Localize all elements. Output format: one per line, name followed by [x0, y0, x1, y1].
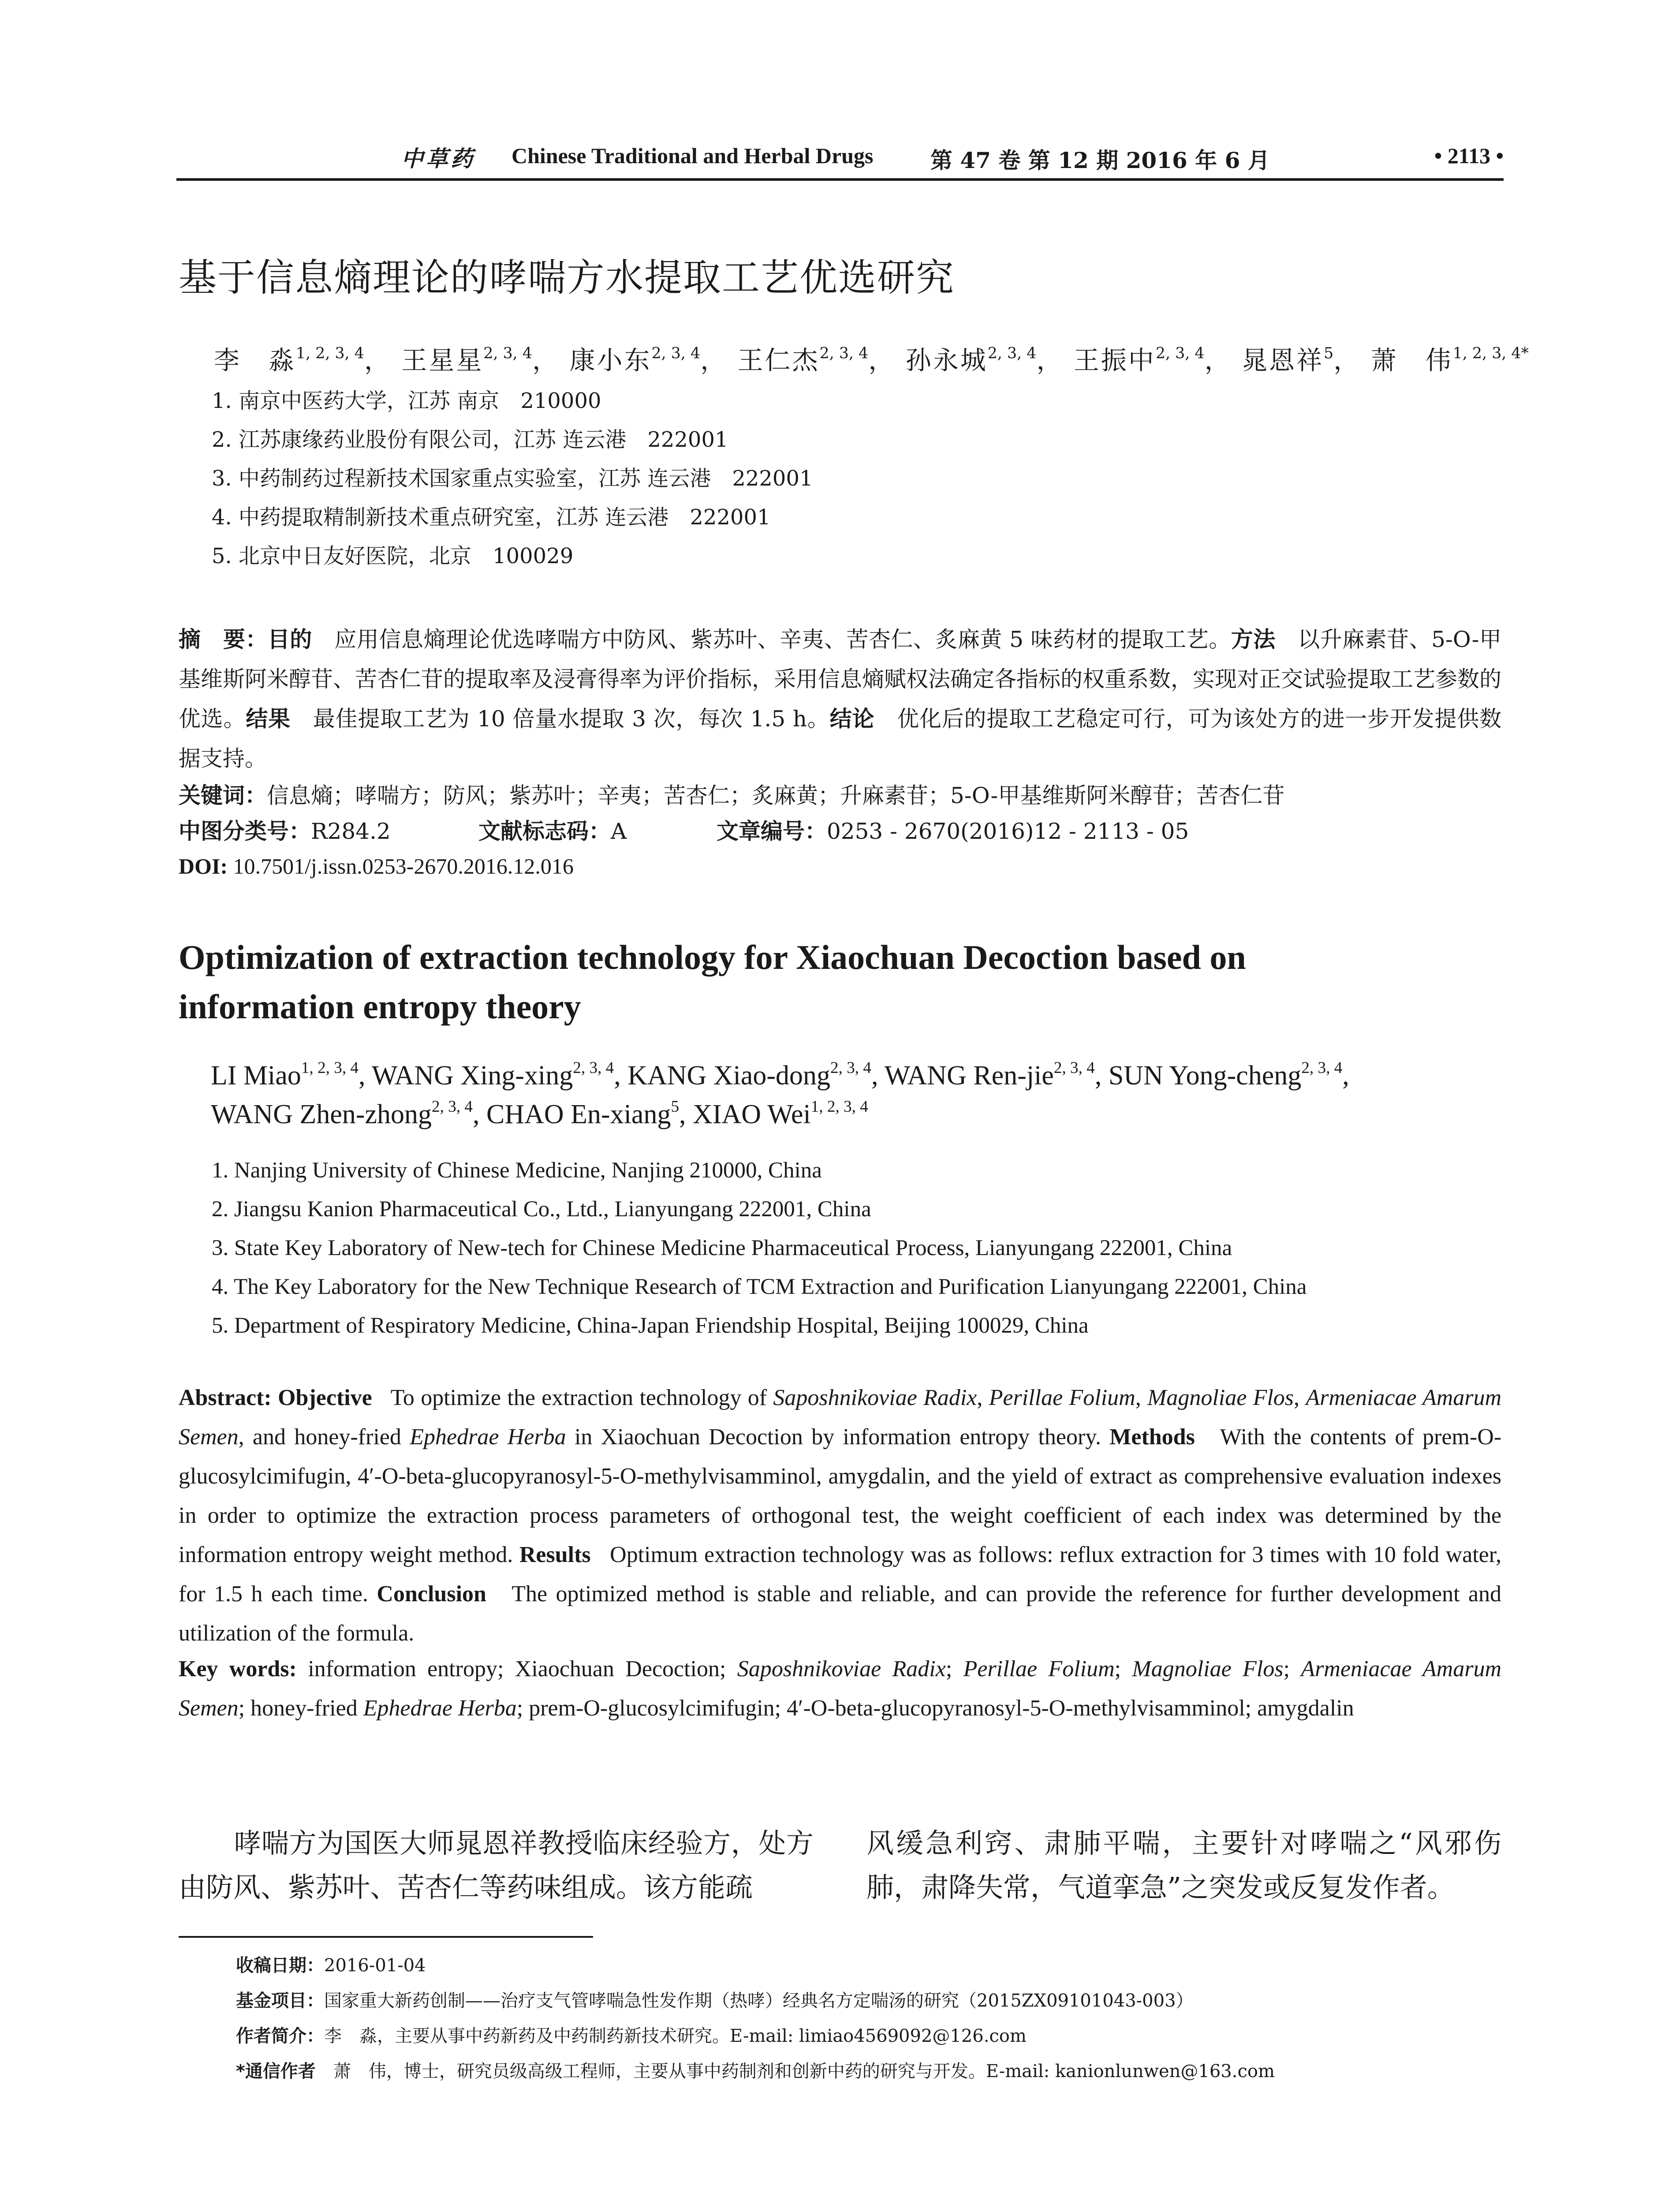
results-label: Results [519, 1542, 591, 1567]
herb-name: Saposhnikoviae Radix [737, 1656, 946, 1682]
footnote-label: *通信作者 [236, 2061, 333, 2082]
author-name: 李 淼 [214, 345, 296, 375]
footnote-text: 国家重大新药创制——治疗支气管哮喘急性发作期（热哮）经典名方定喘汤的研究（2015ZX09101043-003） [324, 1991, 1194, 2011]
author-affiliation-sup: 5 [1324, 344, 1334, 363]
abstract-chinese [179, 620, 1501, 778]
authors-english: LI Miao$^{1, 2, 3, 4}$, WANG Xing-xing$^{2, 3, 4}$, KANG Xiao-dong$^{2, 3, 4}$, WANG Ren-jie$^{2, 3, 4}$, SUN Yong-cheng$^{2, 3, 4}$, WANG Zhen-zhong$^{2, 3, 4}$, CHAO En-xiang$^5$, XIAO Wei$^{1, 2, 3, 4}$ [211, 1058, 1349, 1129]
abstract-english: Abstract: Objective To optimize the extraction technology of Saposhnikoviae Radix, Perillae Folium, Magnoliae Flos, Armeniacae Amarum Semen, and honey-fried Ephedrae Herba in Xiaochuan Decoction by information entropy theory. Methods With the contents of prem-O-glucosylcimifugin, 4′-O-beta-glucopyranosyl-5-O-methylvisamminol, amygdalin, and the yield of extract as comprehensive evaluation indexes in order to optimize the extraction process parameters of orthogonal test, the weight coefficient of each index was determined by the information entropy weight method. Results Optimum extraction technology was as follows: reflux extraction for 3 times with 10 fold water, for 1.5 h each time. Conclusion The optimized method is stable and reliable, and can provide the reference for further development and utilization of the formula. [179, 1385, 1502, 1646]
affiliation-en-5: 5. Department of Respiratory Medicine, China-Japan Friendship Hospital, Beijing 100029, China [212, 1313, 1089, 1338]
author-affiliation-sup: 2, 3, 4 [1155, 344, 1205, 363]
herb-name: Ephedrae Herba [410, 1424, 566, 1450]
author-name: 王仁杰 [737, 345, 820, 375]
objective-text: in Xiaochuan Decoction by information entropy theory. [574, 1424, 1101, 1450]
journal-name: Chinese Traditional and Herbal Drugs [511, 143, 874, 168]
objective-text: 应用信息熵理论优选哮喘方中防风、紫苏叶、辛夷、苦杏仁、炙麻黄 5 味药材的提取工艺。 [334, 627, 1231, 652]
affiliation-cn-5: 5. 北京中日友好医院，北京 100029 [212, 544, 574, 568]
herb-name: Saposhnikoviae Radix [773, 1385, 977, 1410]
herb-name: Perillae Folium [989, 1385, 1135, 1410]
keywords-text: information entropy; Xiaochuan Decoction; [308, 1656, 726, 1682]
author-name: 康小东 [569, 345, 652, 375]
author-affiliation-sup: 2, 3, 4 [1301, 1058, 1343, 1077]
page-number: • 2113 • [1434, 143, 1504, 168]
affiliation-en-3: 3. State Key Laboratory of New-tech for Chinese Medicine Pharmaceutical Process, Lianyungang 222001, China [212, 1236, 1232, 1260]
footnote-author-bio [236, 2022, 1027, 2047]
article-number-label: 文章编号： [717, 818, 827, 844]
title-chinese: 基于信息熵理论的哮喘方水提取工艺优选研究 [179, 256, 955, 300]
doi-link[interactable]: 10.7501/j.issn.0253-2670.2016.12.016 [233, 854, 574, 878]
author-affiliation-sup: 2, 3, 4 [573, 1058, 614, 1077]
author-name: WANG Xing-xing [371, 1061, 573, 1091]
footnote-text: 萧 伟，博士，研究员级高级工程师，主要从事中药制剂和创新中药的研究与开发。E-mail: kanionlunwen@163.com [333, 2061, 1275, 2082]
footnote-label: 作者简介： [236, 2026, 324, 2046]
author-affiliation-sup: 1, 2, 3, 4 [296, 344, 364, 363]
author-name: LI Miao [211, 1061, 301, 1091]
affiliation-en-2: 2. Jiangsu Kanion Pharmaceutical Co., Ltd., Lianyungang 222001, China [212, 1197, 871, 1222]
author-name: 王振中 [1073, 345, 1156, 375]
author-name: WANG Zhen-zhong [211, 1099, 432, 1129]
author-name: CHAO En-xiang [486, 1099, 671, 1129]
author-affiliation-sup: 2, 3, 4 [987, 344, 1037, 363]
footnote-label: 基金项目： [236, 1991, 324, 2011]
footnote-received [236, 1951, 426, 1977]
article-number-value: 0253 - 2670(2016)12 - 2113 - 05 [827, 818, 1189, 844]
body-column-left: 哮喘方为国医大师晁恩祥教授临床经验方，处方由防风、紫苏叶、苦杏仁等药味组成。该方能疏 [179, 1827, 814, 1903]
herb-name: Armeniacae Amarum Semen [179, 1385, 1502, 1450]
doi-label: DOI: [179, 854, 228, 878]
conclusion-label: Conclusion [377, 1581, 486, 1607]
author-affiliation-sup: 2, 3, 4 [432, 1097, 473, 1116]
conclusion-text: The optimized method is stable and reliable, and can provide the reference for further development and utilization of the formula. [179, 1581, 1502, 1646]
keywords-chinese [179, 776, 1501, 815]
keywords-label: Key words: [179, 1656, 297, 1682]
affiliation-cn-1: 1. 南京中医药大学，江苏 南京 210000 [212, 389, 601, 413]
author-affiliation-sup: 1, 2, 3, 4 [810, 1097, 868, 1116]
herb-name: Perillae Folium [963, 1656, 1115, 1682]
affiliation-cn-2: 2. 江苏康缘药业股份有限公司，江苏 连云港 222001 [212, 427, 728, 452]
header-rule [176, 178, 1504, 181]
author-name: 王星星 [401, 345, 484, 375]
author-affiliation-sup: 1, 2, 3, 4 [301, 1058, 359, 1077]
objective-text: and honey-fried [253, 1424, 401, 1450]
herb-name: Armeniacae Amarum Semen [179, 1656, 1502, 1721]
affiliation-cn-4: 4. 中药提取精制新技术重点研究室，江苏 连云港 222001 [212, 505, 771, 530]
footnote-text: 2016-01-04 [324, 1955, 426, 1976]
methods-text: 以升麻素苷、5-O-甲基维斯阿米醇苷、苦杏仁苷的提取率及浸膏得率为评价指标，采用信息熵赋权法确定各指标的权重系数，实现对正交试验提取工艺参数的优选。 [179, 627, 1501, 732]
keywords-english: Key words: information entropy; Xiaochuan Decoction; Saposhnikoviae Radix; Perillae Folium; Magnoliae Flos; Armeniacae Amarum Semen; honey-fried Ephedrae Herba; prem-O-glucosylcimifugin; 4′-O-beta-glucopyranosyl-5-O-methylvisamminol; amygdalin [179, 1656, 1502, 1721]
title-english-line-1: Optimization of extraction technology for Xiaochuan Decoction based on [179, 938, 1246, 976]
objective-text: To optimize the extraction technology of [390, 1385, 767, 1410]
author-affiliation-sup: 1, 2, 3, 4* [1452, 344, 1529, 363]
keywords-text: ; honey-fried [238, 1696, 358, 1721]
issue-info: 第 47 卷 第 12 期 2016 年 6 月 [930, 147, 1270, 173]
affiliation-cn-3: 3. 中药制药过程新技术国家重点实验室，江苏 连云港 222001 [212, 466, 813, 491]
keywords-text: 信息熵；哮喘方；防风；紫苏叶；辛夷；苦杏仁；炙麻黄；升麻素苷；5-O-甲基维斯阿米醇苷；苦杏仁苷 [267, 783, 1285, 808]
abstract-objective-label: Abstract: Objective [179, 1385, 372, 1410]
abstract-label: 摘 要： [179, 627, 268, 652]
author-name: 萧 伟 [1370, 345, 1453, 375]
author-affiliation-sup: 2, 3, 4 [819, 344, 869, 363]
author-affiliation-sup: 2, 3, 4 [483, 344, 533, 363]
conclusion-label: 结论 [829, 706, 875, 732]
author-affiliation-sup: 5 [671, 1097, 679, 1116]
footnote-rule [179, 1936, 593, 1938]
results-label: 结果 [246, 706, 291, 732]
author-name: XIAO Wei [693, 1099, 811, 1129]
author-name: WANG Ren-jie [884, 1061, 1054, 1091]
footnote-funding [236, 1987, 1194, 2012]
objective-label: 目的 [267, 627, 312, 652]
title-english [179, 933, 1501, 1031]
doc-code-value: A [611, 818, 627, 844]
footnote-text: 李 淼，主要从事中药新药及中药制药新技术研究。E-mail: limiao4569092@126.com [324, 2026, 1027, 2046]
author-name: 孙永城 [905, 345, 988, 375]
running-header [176, 132, 1504, 181]
methods-label: 方法 [1231, 627, 1276, 652]
herb-name: Magnoliae Flos [1147, 1385, 1294, 1410]
conclusion-text: 优化后的提取工艺稳定可行，可为该处方的进一步开发提供数据支持。 [179, 706, 1502, 771]
authors-chinese: 李 淼$^{1, 2, 3, 4}$， 王星星$^{2, 3, 4}$， 康小东$^{2, 3, 4}$， 王仁杰$^{2, 3, 4}$， 孙永城$^{2, 3, 4}$， 王振中$^{2, 3, 4}$， 晁恩祥$^5$， 萧 伟$^{1, 2, 3, 4*}$ [214, 344, 1529, 375]
doi-line [179, 853, 574, 879]
title-english-line-2: information entropy theory [179, 987, 581, 1026]
clc-value: R284.2 [311, 818, 391, 844]
footnote-corresponding [236, 2057, 1275, 2082]
results-text: Optimum extraction technology was as follows: reflux extraction for 3 times with 10 fold water, for 1.5 h each time. [179, 1542, 1501, 1607]
author-affiliation-sup: 2, 3, 4 [830, 1058, 871, 1077]
keywords-label: 关键词： [179, 783, 267, 808]
herb-name: Ephedrae Herba [363, 1696, 517, 1721]
author-name: SUN Yong-cheng [1108, 1061, 1302, 1091]
doc-code-label: 文献标志码： [478, 818, 611, 844]
affiliation-en-4: 4. The Key Laboratory for the New Technique Research of TCM Extraction and Purification Lianyungang 222001, China [212, 1274, 1307, 1299]
classification-line [179, 814, 1189, 845]
journal-logo: 中草药 [401, 146, 475, 172]
keywords-text: ; prem-O-glucosylcimifugin; 4′-O-beta-glucopyranosyl-5-O-methylvisamminol; amygdalin [516, 1696, 1354, 1721]
results-text: 最佳提取工艺为 10 倍量水提取 3 次，每次 1.5 h。 [313, 706, 830, 732]
footnote-label: 收稿日期： [236, 1955, 324, 1976]
author-name: 晁恩祥 [1242, 345, 1324, 375]
affiliation-en-1: 1. Nanjing University of Chinese Medicine, Nanjing 210000, China [212, 1158, 822, 1183]
author-name: KANG Xiao-dong [627, 1061, 831, 1091]
herb-name: Magnoliae Flos [1132, 1656, 1284, 1682]
author-affiliation-sup: 2, 3, 4 [1053, 1058, 1095, 1077]
clc-label: 中图分类号： [179, 818, 311, 844]
author-affiliation-sup: 2, 3, 4 [651, 344, 701, 363]
body-column-right: 风缓急利窍、肃肺平喘，主要针对哮喘之“风邪伤肺，肃降失常，气道挛急”之突发或反复发作者。 [866, 1827, 1501, 1903]
methods-text: With the contents of prem-O-glucosylcimifugin, 4′-O-beta-glucopyranosyl-5-O-methylvisamminol, amygdalin, and the yield of extract as comprehensive evaluation indexes in order to optimize the extraction process parameters of orthogonal test, the weight coefficient of each index was determined by the information entropy weight method. [179, 1424, 1502, 1567]
methods-label: Methods [1109, 1424, 1195, 1450]
